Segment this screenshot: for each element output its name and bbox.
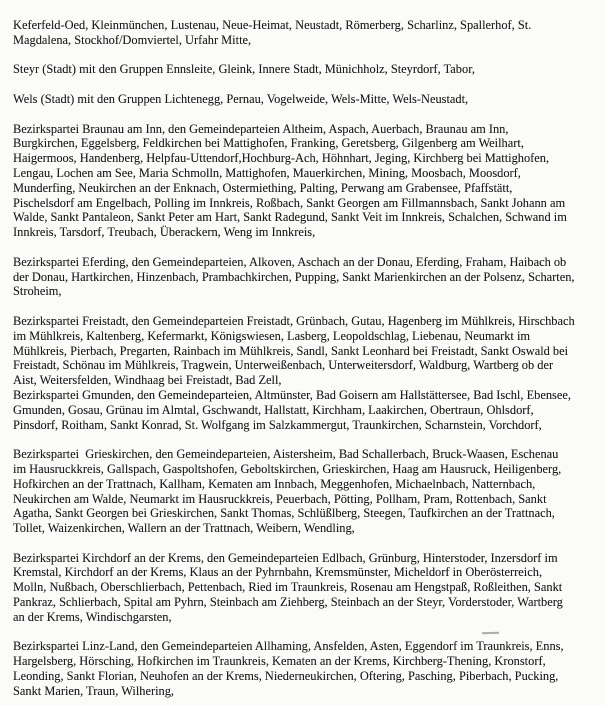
text-line: Bezirkspartei Eferding, den Gemeindeparteien, Alkoven, Aschach an der Donau, Eferding, Fraham, Haibach ob [13, 254, 567, 269]
paragraph-steyr-stadt-groups [13, 62, 595, 77]
paragraph-bezirkspartei-linz-land [13, 639, 595, 698]
text-line: Tollet, Waizenkirchen, Wallern an der Trattnach, Weibern, Wendling, [13, 521, 355, 536]
text-line: der Donau, Hartkirchen, Hinzenbach, Prambachkirchen, Pupping, Sankt Marienkirchen an der Polsenz, Scharten, [13, 269, 575, 284]
text-line: Steyr (Stadt) mit den Gruppen Ennsleite, Gleink, Innere Stadt, Münichholz, Steyrdorf, Tabor, [13, 62, 475, 77]
text-line: im Hausruckkreis, Gallspach, Gaspoltshofen, Geboltskirchen, Grieskirchen, Haag am Hausruck, Heiligenberg, [13, 461, 562, 476]
text-line: Bezirkspartei Grieskirchen, den Gemeindeparteien, Aistersheim, Bad Schallerbach, Bruck-Waasen, Eschenau [13, 447, 559, 462]
text-line: an der Krems, Windischgarsten, [13, 609, 172, 624]
text-line: Molln, Nußbach, Oberschlierbach, Pettenbach, Ried im Traunkreis, Rosenau am Hengstpaß, Roßleithen, Sankt [13, 580, 563, 595]
text-content [13, 18, 595, 699]
text-line: im Mühlkreis, Kaltenberg, Kefermarkt, Königswiesen, Lasberg, Leopoldschlag, Liebenau, Neumarkt im [13, 328, 531, 343]
text-line: Innkreis, Tarsdorf, Treubach, Überackern, Weng im Innkreis, [13, 225, 316, 240]
text-line: Freistadt, Schönau im Mühlkreis, Tragwein, Unterweißenbach, Unterweitersdorf, Waldburg, Wartberg ob der [13, 358, 554, 373]
text-line: Kremstal, Kirchdorf an der Krems, Klaus an der Pyhrnbahn, Kremsmünster, Micheldorf in Oberösterreich, [13, 565, 543, 580]
paragraph-bezirkspartei-braunau-am-inn [13, 122, 595, 240]
text-line: Magdalena, Stockhof/Domviertel, Urfahr Mitte, [13, 32, 252, 47]
text-line: Bezirkspartei Freistadt, den Gemeindeparteien Freistadt, Grünbach, Gutau, Hagenberg im Mühlkreis, Hirschbach [13, 313, 575, 328]
text-line: Bezirkspartei Kirchdorf an der Krems, den Gemeindeparteien Edlbach, Grünburg, Hinterstoder, Inzersdorf im [13, 550, 558, 565]
text-line: Munderfing, Neukirchen an der Enknach, Ostermiething, Palting, Perwang am Grabensee, Pfaffstätt, [13, 180, 513, 195]
text-line: Sankt Marien, Traun, Wilhering, [13, 683, 175, 698]
paragraph-bezirkspartei-freistadt-und-gmunden [13, 314, 595, 432]
paragraph-bezirkspartei-kirchdorf-an-der-krems [13, 551, 595, 625]
paragraph-linz-stadt-groups-continued [13, 18, 595, 48]
text-line: Mühlkreis, Pierbach, Pregarten, Rainbach im Mühlkreis, Sandl, Sankt Leonhard bei Freistadt, Sankt Oswald bei [13, 343, 569, 358]
text-line: Burgkirchen, Eggelsberg, Feldkirchen bei Mattighofen, Franking, Geretsberg, Gilgenberg am Weilhart, [13, 136, 524, 151]
text-line: Agatha, Sankt Georgen bei Grieskirchen, Sankt Thomas, Schlüßlberg, Steegen, Taufkirchen an der Trattnach, [13, 506, 555, 521]
text-line: Hofkirchen an der Trattnach, Kallham, Kematen am Innbach, Meggenhofen, Michaelnbach, Natternbach, [13, 476, 536, 491]
text-line: Neukirchen am Walde, Neumarkt im Hausruckkreis, Peuerbach, Pötting, Pollham, Pram, Rottenbach, Sankt [13, 491, 547, 506]
text-line: Stroheim, [13, 284, 62, 299]
paragraph-wels-stadt-groups [13, 92, 595, 107]
text-line: Leonding, Sankt Florian, Neuhofen an der Krems, Niederneukirchen, Oftering, Pasching, Piberbach, Pucking, [13, 669, 559, 684]
paragraph-bezirkspartei-grieskirchen [13, 447, 595, 536]
text-line: Hargelsberg, Hörsching, Hofkirchen im Traunkreis, Kematen an der Krems, Kirchberg-Thening, Kronstorf, [13, 654, 546, 669]
text-line: Pinsdorf, Roitham, Sankt Konrad, St. Wolfgang im Salzkammergut, Traunkirchen, Scharnstein, Vorchdorf, [13, 417, 542, 432]
text-line: Wels (Stadt) mit den Gruppen Lichtenegg, Pernau, Vogelweide, Wels-Mitte, Wels-Neustadt, [13, 91, 469, 106]
text-line: Keferfeld-Oed, Kleinmünchen, Lustenau, Neue-Heimat, Neustadt, Römerberg, Scharlinz, Spallerhof, St. [13, 18, 532, 32]
text-line: Walde, Sankt Pantaleon, Sankt Peter am Hart, Sankt Radegund, Sankt Veit im Innkreis, Schalchen, Schwand im [13, 210, 567, 225]
text-line: Gmunden, Gosau, Grünau im Almtal, Gschwandt, Hallstatt, Kirchham, Laakirchen, Obertraun, Ohlsdorf, [13, 402, 534, 417]
text-line: Haigermoos, Handenberg, Helpfau-Uttendorf,Hochburg-Ach, Höhnhart, Jeging, Kirchberg bei Mattighofen, [13, 151, 550, 166]
text-line: Pischelsdorf am Engelbach, Polling im Innkreis, Roßbach, Sankt Georgen am Fillmannsbach, Sankt Johann am [13, 195, 566, 210]
text-line: Pankraz, Schlierbach, Spital am Pyhrn, Steinbach am Ziehberg, Steinbach an der Steyr, Vorderstoder, Wartberg [13, 595, 563, 610]
text-line: Bezirkspartei Braunau am Inn, den Gemeindeparteien Altheim, Aspach, Auerbach, Braunau am Inn, [13, 121, 509, 136]
text-line: Bezirkspartei Gmunden, den Gemeindeparteien, Altmünster, Bad Goisern am Hallstättersee, Bad Ischl, Ebensee, [13, 387, 571, 402]
text-line: Aist, Weitersfelden, Windhaag bei Freistadt, Bad Zell, [13, 373, 282, 388]
text-line: Lengau, Lochen am See, Maria Schmolln, Mattighofen, Mauerkirchen, Mining, Moosbach, Moosdorf, [13, 165, 521, 180]
text-line: Bezirkspartei Linz-Land, den Gemeindeparteien Allhaming, Ansfelden, Asten, Eggendorf im Traunkreis, Enns, [13, 639, 564, 654]
paragraph-bezirkspartei-eferding [13, 255, 595, 299]
